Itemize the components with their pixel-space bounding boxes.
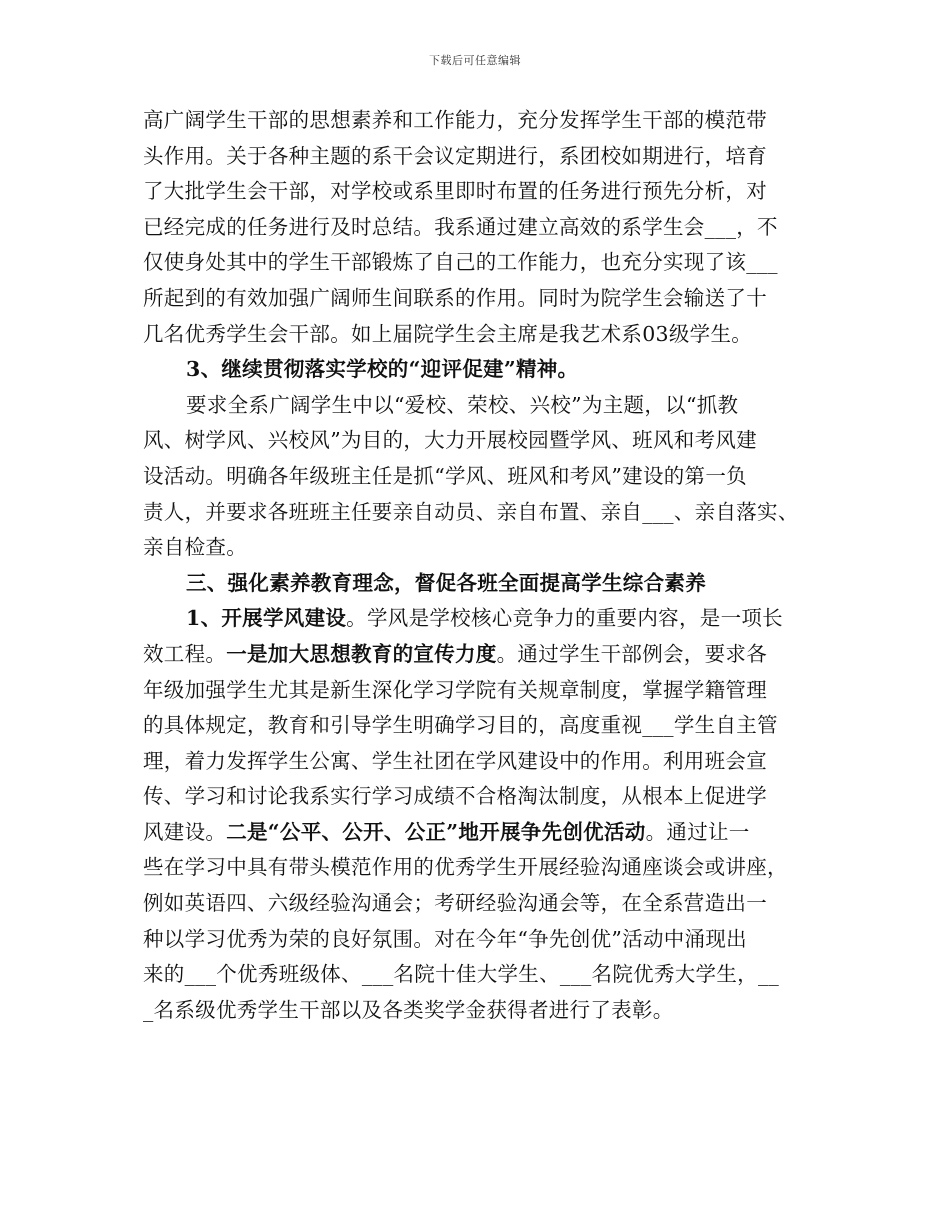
bold-text-run: 3、继续贯彻落实学校的“迎评促建”精神。 <box>186 357 579 382</box>
text-line <box>143 174 823 210</box>
text-line <box>143 922 823 958</box>
text-line <box>143 245 823 281</box>
text-run: 。学风是学校核心竞争力的重要内容，是一项长 <box>346 606 783 631</box>
text-run: 设活动。明确各年级班主任是抓“学风、班风和考风”建设的第一负 <box>143 463 747 488</box>
text-run: 要求全系广阔学生中以“爱校、荣校、兴校”为主题，以“抓教 <box>186 392 739 417</box>
text-run: 亲自检查。 <box>143 535 247 560</box>
text-line <box>143 673 823 709</box>
text-line <box>143 139 823 175</box>
text-run: 种以学习优秀为荣的良好氛围。对在今年“争先创优”活动中涌现出 <box>143 926 747 951</box>
text-run: 责人，并要求各班班主任要亲自动员、亲自布置、亲自___、亲自落实、 <box>143 499 799 524</box>
text-run: 理，着力发挥学生公寓、学生社团在学风建设中的作用。利用班会宣 <box>143 748 767 773</box>
text-line <box>143 957 823 993</box>
text-run: 。通过学生干部例会，要求各 <box>496 641 768 666</box>
text-run: 几名优秀学生会干部。如上届院学生会主席是我艺术系03级学生。 <box>143 321 753 346</box>
text-line <box>143 423 823 459</box>
text-run: 风建设。 <box>143 819 227 844</box>
text-line <box>143 495 823 531</box>
text-line <box>143 530 823 566</box>
document-body <box>143 103 823 1028</box>
text-run: 。通过让一 <box>645 819 750 844</box>
text-line <box>143 352 823 388</box>
bold-text-run: 二是“公平、公开、公正”地开展争先创优活动 <box>226 819 646 844</box>
text-run: 的具体规定，教育和引导学生明确学习目的，高度重视___学生自主管 <box>143 713 778 738</box>
text-line <box>143 815 823 851</box>
text-line <box>143 281 823 317</box>
bold-text-run: 三、强化素养教育理念，督促各班全面提高学生综合素养 <box>186 570 706 595</box>
text-line <box>143 708 823 744</box>
text-line <box>143 637 823 673</box>
text-run: 头作用。关于各种主题的系干会议定期进行，系团校如期进行，培育 <box>143 143 767 168</box>
text-run: 年级加强学生尤其是新生深化学习学院有关规章制度，掌握学籍管理 <box>143 677 767 702</box>
text-line <box>143 850 823 886</box>
text-run: 高广阔学生干部的思想素养和工作能力，充分发挥学生干部的模范带 <box>143 108 767 132</box>
text-line <box>143 779 823 815</box>
text-line <box>143 210 823 246</box>
text-line <box>143 601 823 637</box>
text-run: 来的___个优秀班级体、___名院十佳大学生、___名院优秀大学生，__ <box>143 962 780 987</box>
bold-text-run: 1、开展学风建设 <box>186 606 347 631</box>
text-line <box>143 317 823 353</box>
page-header: 下载后可任意编辑 <box>429 54 521 67</box>
text-run: _名系级优秀学生干部以及各类奖学金获得者进行了表彰。 <box>143 997 674 1022</box>
text-run: 所起到的有效加强广阔师生间联系的作用。同时为院学生会输送了十 <box>143 285 767 310</box>
text-line <box>143 459 823 495</box>
text-run: 些在学习中具有带头模范作用的优秀学生开展经验沟通座谈会或讲座， <box>143 855 788 880</box>
text-line <box>143 744 823 780</box>
text-run: 已经完成的任务进行及时总结。我系通过建立高效的系学生会___，不 <box>143 214 778 239</box>
text-run: 效工程。 <box>143 641 227 666</box>
text-line <box>143 886 823 922</box>
text-run: 了大批学生会干部，对学校或系里即时布置的任务进行预先分析，对 <box>143 179 767 204</box>
text-line <box>143 103 823 139</box>
text-run: 传、学习和讨论我系实行学习成绩不合格淘汰制度，从根本上促进学 <box>143 784 767 809</box>
text-line <box>143 566 823 602</box>
text-run: 仅使身处其中的学生干部锻炼了自己的工作能力，也充分实现了该___ <box>143 250 778 275</box>
text-line <box>143 993 823 1029</box>
text-run: 例如英语四、六级经验沟通会；考研经验沟通会等，在全系营造出一 <box>143 891 767 916</box>
bold-text-run: 一是加大思想教育的宣传力度 <box>226 641 497 666</box>
text-line <box>143 388 823 424</box>
text-run: 风、树学风、兴校风”为目的，大力开展校园暨学风、班风和考风建 <box>143 428 757 453</box>
